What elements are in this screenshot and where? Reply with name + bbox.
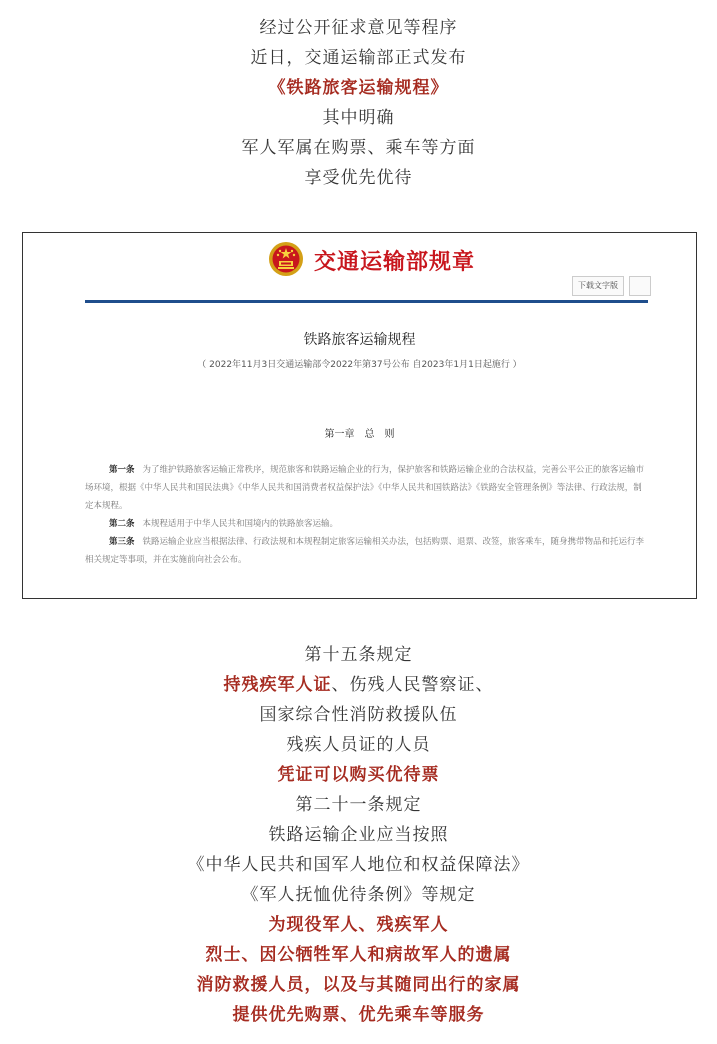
discount-ticket-highlight: 凭证可以购买优待票 [277, 765, 440, 785]
provision-line: 铁路运输企业应当按照 [268, 825, 449, 845]
article-text: 为了维护铁路旅客运输正常秩序，规范旅客和铁路运输企业的行为，保护旅客和铁路运输企业的合法权益，完善公平公正的旅客运输市场环境，根据《中华人民共和国民法典》《中华人民共和国消费者权益保护法》《中华人民共和国铁路法》《铁路安全管理条例》等法律、行政法规，制定本规程。 [85, 465, 645, 511]
intro-text-block [0, 13, 717, 193]
intro-line: 军人军属在购票、乘车等方面 [241, 138, 476, 158]
provision-line-rest: 、伤残人民警察证、 [331, 675, 494, 695]
priority-highlight-line: 消防救援人员，以及与其随同出行的家属 [196, 975, 521, 995]
provisions-text-block [0, 640, 717, 1030]
articles-list [85, 461, 645, 569]
provision-line: 国家综合性消防救援队伍 [259, 705, 458, 725]
regulation-name-highlight: 《铁路旅客运输规程》 [268, 78, 449, 98]
provision-line: 残疾人员证的人员 [286, 735, 431, 755]
article-paragraph [85, 515, 645, 533]
priority-highlight-line: 提供优先购票、优先乘车等服务 [232, 1005, 485, 1025]
article-paragraph [85, 461, 645, 515]
intro-line: 近日，交通运输部正式发布 [250, 48, 467, 68]
regulation-subtitle: （ 2022年11月3日交通运输部令2022年第37号公布 自2023年1月1日起施行 ） [197, 360, 522, 370]
article-text: 铁路运输企业应当根据法律、行政法规和本规程制定旅客运输相关办法，包括购票、退票、改签，旅客乘车，随身携带物品和托运行李相关规定等事项，并在实施前向社会公布。 [85, 537, 645, 565]
article-text: 本规程适用于中华人民共和国境内的铁路旅客运输。 [142, 519, 339, 529]
intro-line: 享受优先优待 [304, 168, 413, 188]
intro-line: 经过公开征求意见等程序 [259, 18, 458, 38]
article-paragraph [85, 533, 645, 569]
side-button[interactable] [629, 276, 651, 296]
article-number: 第二条 [109, 519, 135, 529]
priority-highlight-line: 烈士、因公牺牲军人和病故军人的遗属 [205, 945, 512, 965]
article-15-heading: 第十五条规定 [304, 645, 413, 665]
article-number: 第一条 [109, 465, 135, 475]
header-divider [85, 300, 648, 303]
regulation-title: 铁路旅客运输规程 [303, 332, 416, 348]
article-number: 第三条 [109, 537, 135, 547]
provision-line [0, 670, 717, 700]
national-emblem-icon [268, 241, 304, 277]
ministry-rules-title: 交通运输部规章 [314, 249, 476, 275]
article-21-heading: 第二十一条规定 [295, 795, 422, 815]
priority-highlight-line: 为现役军人、残疾军人 [268, 915, 449, 935]
provision-line: 《中华人民共和国军人地位和权益保障法》 [187, 855, 530, 875]
provision-line: 《军人抚恤优待条例》等规定 [241, 885, 476, 905]
chapter-title: 第一章 总 则 [324, 429, 395, 440]
regulation-screenshot [22, 232, 697, 599]
intro-line: 其中明确 [322, 108, 395, 128]
download-text-button[interactable]: 下载文字版 [572, 276, 624, 296]
disabled-soldier-cert-highlight: 持残疾军人证 [223, 675, 332, 695]
